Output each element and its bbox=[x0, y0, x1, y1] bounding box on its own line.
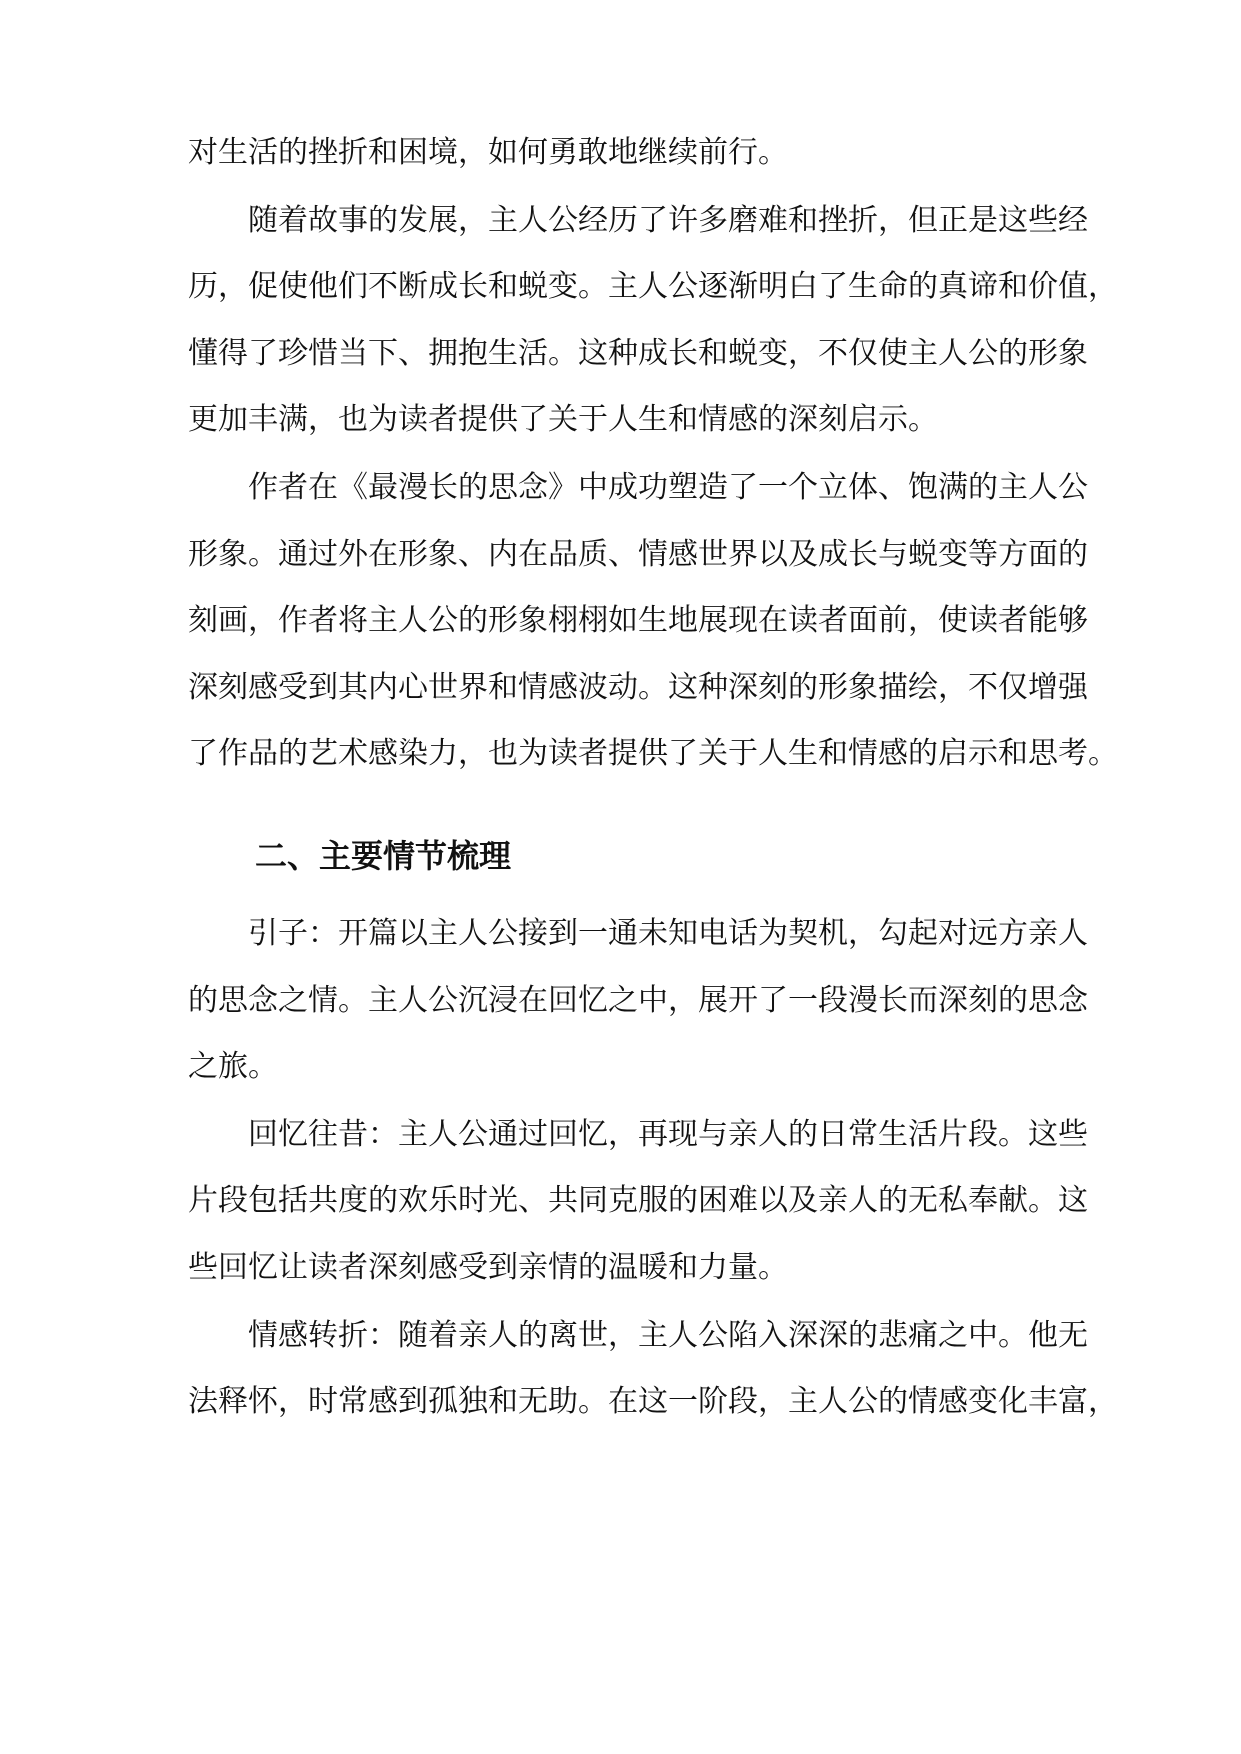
section-heading: 二、主要情节梳理 bbox=[255, 837, 512, 875]
paragraph-line: 些回忆让读者深刻感受到亲情的温暖和力量。 bbox=[188, 1250, 788, 1285]
paragraph-line: 历，促使他们不断成长和蜕变。主人公逐渐明白了生命的真谛和价值， bbox=[188, 269, 1118, 304]
paragraph-line: 法释怀，时常感到孤独和无助。在这一阶段，主人公的情感变化丰富， bbox=[188, 1384, 1118, 1419]
paragraph-line: 的思念之情。主人公沉浸在回忆之中，展开了一段漫长而深刻的思念 bbox=[188, 983, 1088, 1018]
paragraph-line: 对生活的挫折和困境，如何勇敢地继续前行。 bbox=[188, 135, 788, 170]
paragraph-line: 深刻感受到其内心世界和情感波动。这种深刻的形象描绘，不仅增强 bbox=[188, 670, 1088, 705]
paragraph-line: 了作品的艺术感染力，也为读者提供了关于人生和情感的启示和思考。 bbox=[188, 736, 1118, 771]
paragraph-line: 更加丰满，也为读者提供了关于人生和情感的深刻启示。 bbox=[188, 402, 938, 437]
paragraph-line: 形象。通过外在形象、内在品质、情感世界以及成长与蜕变等方面的 bbox=[188, 537, 1088, 572]
paragraph-line: 随着故事的发展，主人公经历了许多磨难和挫折，但正是这些经 bbox=[248, 203, 1088, 238]
paragraph-line: 懂得了珍惜当下、拥抱生活。这种成长和蜕变，不仅使主人公的形象 bbox=[188, 336, 1088, 371]
paragraph-line: 刻画，作者将主人公的形象栩栩如生地展现在读者面前，使读者能够 bbox=[188, 603, 1088, 638]
paragraph-line: 回忆往昔：主人公通过回忆，再现与亲人的日常生活片段。这些 bbox=[248, 1117, 1088, 1152]
paragraph-line: 片段包括共度的欢乐时光、共同克服的困难以及亲人的无私奉献。这 bbox=[188, 1183, 1088, 1218]
paragraph-line: 作者在《最漫长的思念》中成功塑造了一个立体、饱满的主人公 bbox=[248, 470, 1088, 505]
paragraph-line: 引子：开篇以主人公接到一通未知电话为契机，勾起对远方亲人 bbox=[248, 916, 1088, 951]
paragraph-line: 情感转折：随着亲人的离世，主人公陷入深深的悲痛之中。他无 bbox=[248, 1318, 1088, 1353]
paragraph-line: 之旅。 bbox=[188, 1049, 278, 1084]
